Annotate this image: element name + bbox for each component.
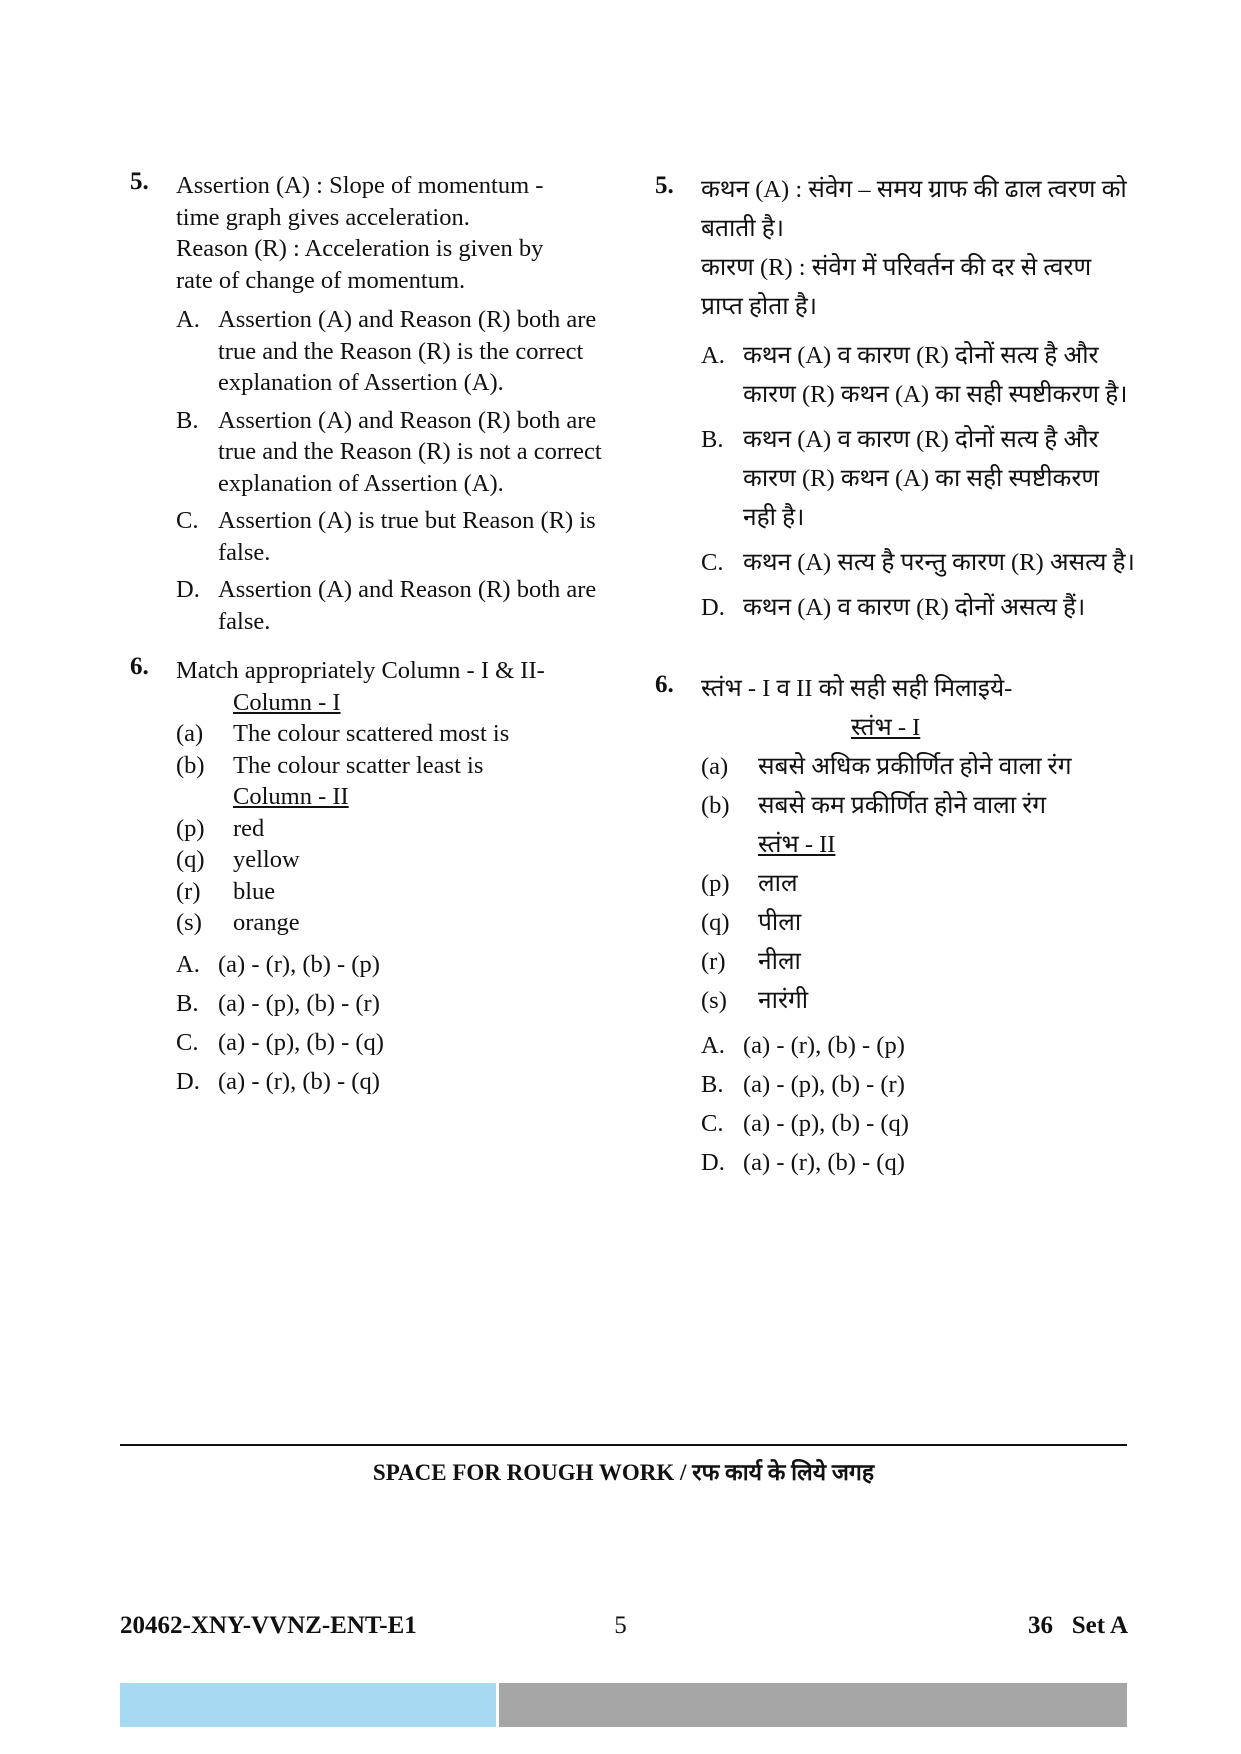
option-label: B. [176, 406, 199, 434]
column-1-item [176, 750, 610, 782]
question-number: 5. [130, 168, 149, 195]
item-text: लाल [758, 870, 798, 897]
option-text: कथन (A) व कारण (R) दोनों असत्य हैं। [743, 594, 1086, 621]
item-text: नीला [758, 948, 801, 975]
footer-bar-gray [499, 1683, 1127, 1727]
item-text: orange [233, 909, 300, 936]
column-2-heading: Column - II [233, 783, 349, 810]
item-text: The colour scattered most is [233, 720, 510, 747]
item-text: सबसे कम प्रकीर्णित होने वाला रंग [758, 792, 1047, 819]
option-label: A. [176, 950, 200, 978]
set-label: 36 Set A [1028, 1612, 1128, 1639]
question-number: 6. [130, 653, 149, 680]
column-2-item [701, 864, 1135, 903]
english-column [130, 170, 610, 1101]
option-b[interactable] [701, 420, 1135, 537]
option-text: Assertion (A) and Reason (R) both are true and the Reason (R) is not a correct explanation of Assertion (A). [218, 406, 602, 497]
option-text: कथन (A) सत्य है परन्तु कारण (R) असत्य है। [743, 549, 1135, 576]
option-a[interactable] [701, 336, 1135, 414]
column-2-item [701, 981, 1135, 1020]
option-label: A. [701, 342, 725, 369]
option-text: Assertion (A) is true but Reason (R) is false. [218, 507, 596, 566]
stem-line: Assertion (A) : Slope of momentum - [176, 172, 544, 199]
column-1-item [701, 747, 1135, 786]
answer-options [176, 945, 610, 1101]
option-c[interactable] [176, 505, 610, 568]
option-a[interactable] [701, 1026, 1135, 1065]
question-number: 5. [655, 172, 674, 199]
item-label: (r) [701, 948, 726, 975]
question-stem: स्तंभ - I व II को सही सही मिलाइये- [701, 675, 1013, 702]
option-label: D. [701, 1149, 725, 1176]
question-number: 6. [655, 671, 674, 698]
column-1-heading: स्तंभ - I [851, 714, 921, 741]
stem-line: Reason (R) : Acceleration is given by [176, 235, 544, 262]
option-a[interactable] [176, 304, 610, 399]
column-2-item [701, 903, 1135, 942]
item-text: सबसे अधिक प्रकीर्णित होने वाला रंग [758, 753, 1072, 780]
item-label: (q) [701, 909, 730, 936]
item-text: blue [233, 877, 276, 905]
question-stem [176, 170, 610, 296]
option-b[interactable] [176, 984, 610, 1023]
option-text: (a) - (p), (b) - (q) [743, 1110, 909, 1137]
option-label: C. [701, 549, 724, 576]
option-label: B. [176, 989, 199, 1017]
option-d[interactable] [176, 1062, 610, 1101]
item-text: नारंगी [758, 987, 809, 1014]
question-stem: Match appropriately Column - I & II- [176, 657, 545, 684]
column-2-item [176, 876, 610, 908]
option-label: A. [701, 1032, 725, 1059]
item-label: (p) [701, 870, 730, 897]
question-reason: कारण (R) : संवेग में परिवर्तन की दर से त्वरण प्राप्त होता है। [701, 254, 1092, 320]
paper-code: 20462-XNY-VVNZ-ENT-E1 [120, 1612, 417, 1639]
column-2-item [176, 844, 610, 876]
question-5-hindi [655, 170, 1135, 627]
item-text: red [233, 814, 265, 842]
option-d[interactable] [176, 574, 610, 637]
option-text: (a) - (r), (b) - (p) [743, 1032, 905, 1059]
rough-work-divider [120, 1444, 1127, 1446]
option-text: Assertion (A) and Reason (R) both are false. [218, 576, 597, 635]
option-text: (a) - (r), (b) - (q) [218, 1067, 380, 1095]
option-label: D. [701, 594, 725, 621]
item-label: (q) [176, 846, 205, 873]
answer-options [701, 336, 1135, 627]
footer-bar-blue [120, 1683, 496, 1727]
stem-line: rate of change of momentum. [176, 266, 466, 294]
question-6-hindi [655, 669, 1135, 1182]
question-6-english [130, 655, 610, 1101]
stem-line: time graph gives acceleration. [176, 203, 470, 231]
option-text: (a) - (p), (b) - (r) [218, 989, 380, 1017]
item-text: The colour scatter least is [233, 751, 484, 779]
answer-options [701, 1026, 1135, 1182]
option-b[interactable] [701, 1065, 1135, 1104]
item-label: (r) [176, 877, 201, 905]
item-label: (b) [176, 751, 205, 779]
option-d[interactable] [701, 1143, 1135, 1182]
item-label: (a) [701, 753, 729, 780]
column-1-heading: Column - I [233, 688, 341, 716]
column-2-item [176, 813, 610, 845]
item-label: (b) [701, 792, 730, 819]
option-label: D. [176, 576, 200, 603]
column-2-item [176, 907, 610, 939]
option-c[interactable] [176, 1023, 610, 1062]
option-text: कथन (A) व कारण (R) दोनों सत्य है और कारण (R) कथन (A) का सही स्पष्टीकरण नही है। [743, 426, 1100, 531]
option-b[interactable] [176, 405, 610, 500]
answer-options [176, 304, 610, 637]
page-number: 5 [614, 1612, 627, 1639]
column-1-item [701, 786, 1135, 825]
option-text: (a) - (p), (b) - (r) [743, 1071, 905, 1098]
option-label: A. [176, 306, 200, 333]
item-text: पीला [758, 909, 802, 936]
option-label: C. [176, 507, 199, 534]
option-text: Assertion (A) and Reason (R) both are true and the Reason (R) is the correct explanation of Assertion (A). [218, 306, 597, 396]
option-label: D. [176, 1067, 200, 1095]
option-c[interactable] [701, 1104, 1135, 1143]
option-c[interactable] [701, 543, 1135, 582]
option-label: C. [701, 1110, 724, 1137]
question-5-english [130, 170, 610, 637]
option-label: C. [176, 1028, 199, 1056]
question-stem: कथन (A) : संवेग – समय ग्राफ की ढाल त्वरण को बताती है। [701, 176, 1127, 242]
option-text: कथन (A) व कारण (R) दोनों सत्य है और कारण (R) कथन (A) का सही स्पष्टीकरण है। [743, 342, 1128, 408]
column-1-item [176, 718, 610, 750]
option-text: (a) - (r), (b) - (q) [743, 1149, 905, 1176]
item-label: (s) [701, 987, 727, 1014]
item-label: (s) [176, 909, 202, 936]
column-2-heading: स्तंभ - II [758, 831, 836, 858]
option-d[interactable] [701, 588, 1135, 627]
hindi-column [655, 170, 1135, 1182]
option-label: B. [701, 1071, 724, 1098]
rough-work-heading: SPACE FOR ROUGH WORK / रफ कार्य के लिये जगह [372, 1460, 875, 1485]
item-label: (a) [176, 720, 204, 747]
option-text: (a) - (r), (b) - (p) [218, 950, 380, 978]
item-label: (p) [176, 814, 205, 842]
option-a[interactable] [176, 945, 610, 984]
item-text: yellow [233, 846, 300, 873]
option-label: B. [701, 426, 724, 453]
option-text: (a) - (p), (b) - (q) [218, 1028, 384, 1056]
column-2-item [701, 942, 1135, 981]
